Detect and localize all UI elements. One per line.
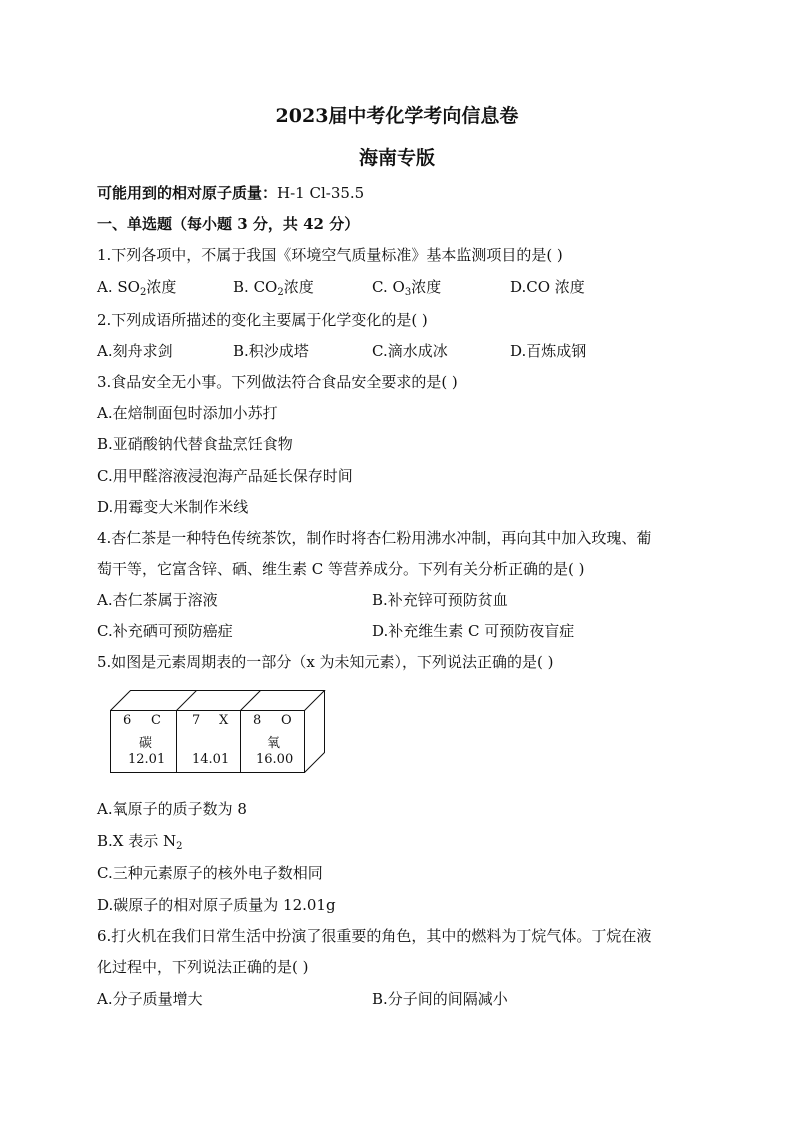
q4-option-b: B.补充锌可预防贫血 — [372, 591, 508, 609]
q2-option-c: C.滴水成冰 — [372, 342, 448, 360]
q1-stem: 1.下列各项中，不属于我国《环境空气质量标准》基本监测项目的是( ) — [97, 246, 563, 264]
q4-option-d: D.补充维生素 C 可预防夜盲症 — [372, 622, 575, 640]
q2-option-b: B.积沙成塔 — [233, 342, 309, 360]
q4-stem-line2: 萄干等，它富含锌、硒、维生素 C 等营养成分。下列有关分析正确的是( ) — [97, 560, 585, 578]
q1-option-a: A. $SO_2$浓度 — [97, 278, 177, 298]
q3-stem: 3.食品安全无小事。下列做法符合食品安全要求的是( ) — [97, 373, 458, 391]
q2-option-a: A.刻舟求剑 — [97, 342, 173, 360]
q5-stem: 5.如图是元素周期表的一部分（x 为未知元素），下列说法正确的是( ) — [97, 653, 554, 671]
q3-option-a: A.在焙制面包时添加小苏打 — [97, 404, 278, 422]
atomic-mass-label: 可能用到的相对原子质量： — [97, 184, 278, 202]
element-x-symbol: X — [219, 713, 229, 728]
element-c-symbol: C — [151, 713, 161, 728]
q3-option-d: D.用霉变大米制作米线 — [97, 498, 249, 516]
element-o-mass: 16.00 — [256, 752, 294, 767]
q3-option-b: B.亚硝酸钠代替食盐烹饪食物 — [97, 435, 293, 453]
q4-option-c: C.补充硒可预防癌症 — [97, 622, 233, 640]
q6-option-a: A.分子质量增大 — [97, 990, 203, 1008]
element-c-number: 6 — [123, 713, 132, 728]
periodic-table-fragment — [96, 684, 336, 784]
element-c-name: 碳 — [139, 736, 153, 751]
q5-option-b: B.X 表示 $N_2$ — [97, 832, 183, 852]
page-subtitle: 海南专版 — [358, 147, 435, 169]
q1-option-d: D.CO 浓度 — [510, 278, 585, 296]
periodic-table-outline — [96, 684, 336, 784]
q6-option-b: B.分子间的间隔减小 — [372, 990, 508, 1008]
element-x-mass: 14.01 — [192, 752, 230, 767]
page-title: 2023届中考化学考向信息卷 — [275, 105, 519, 127]
element-c-mass: 12.01 — [128, 752, 166, 767]
q4-option-a: A.杏仁茶属于溶液 — [97, 591, 218, 609]
q2-option-d: D.百炼成钢 — [510, 342, 587, 360]
q1-option-b: B. $CO_2$浓度 — [233, 278, 314, 298]
section-heading: 一、单选题（每小题 3 分，共 42 分） — [97, 215, 360, 233]
q5-option-d: D.碳原子的相对原子质量为 12.01g — [97, 896, 336, 914]
q3-option-c: C.用甲醛溶液浸泡海产品延长保存时间 — [97, 467, 353, 485]
q1-option-c: C. $O_3$浓度 — [372, 278, 442, 298]
element-x-number: 7 — [192, 713, 201, 728]
q4-stem-line1: 4.杏仁茶是一种特色传统茶饮，制作时将杏仁粉用沸水冲制，再向其中加入玫瑰、葡 — [97, 529, 652, 547]
element-o-number: 8 — [253, 713, 262, 728]
q2-stem: 2.下列成语所描述的变化主要属于化学变化的是( ) — [97, 311, 428, 329]
element-o-name: 氧 — [267, 736, 281, 751]
element-o-symbol: O — [281, 713, 292, 728]
q5-option-a: A.氧原子的质子数为 8 — [97, 800, 247, 818]
atomic-mass-values: H-1 Cl-35.5 — [277, 184, 365, 202]
q6-stem-line2: 化过程中，下列说法正确的是( ) — [97, 958, 309, 976]
atomic-mass-note — [97, 182, 364, 203]
q5-option-c: C.三种元素原子的核外电子数相同 — [97, 864, 323, 882]
q6-stem-line1: 6.打火机在我们日常生活中扮演了很重要的角色，其中的燃料为丁烷气体。丁烷在液 — [97, 927, 652, 945]
